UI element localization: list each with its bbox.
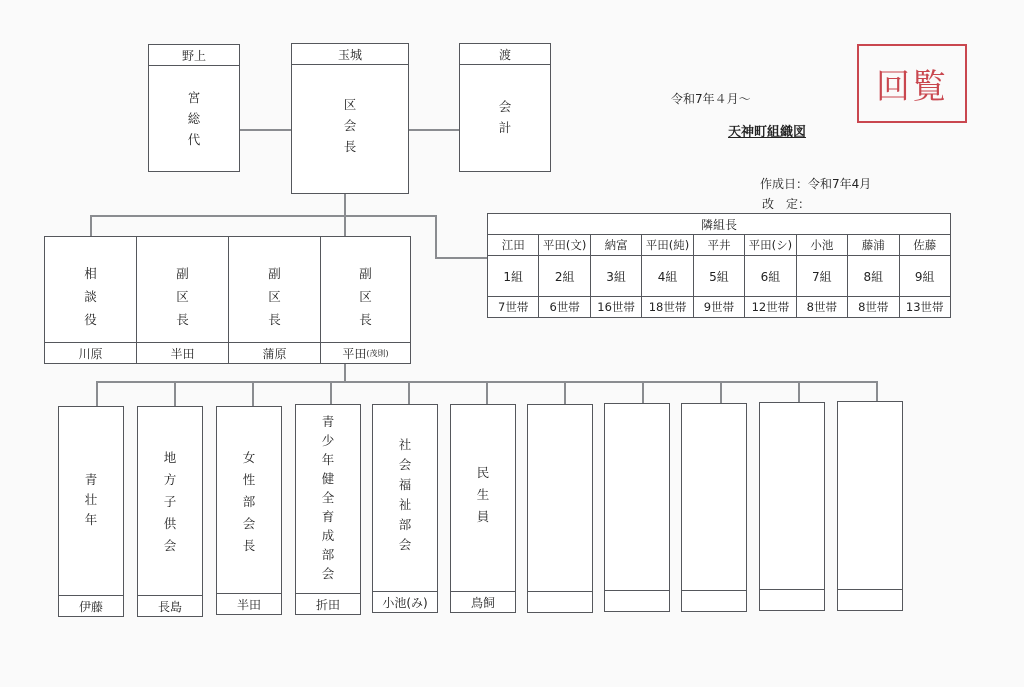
connector-line [240,129,292,131]
connector-line [564,381,566,404]
fukukucho-name-2: 蒲原 [229,342,320,363]
fukukucho-name-3: 平田 [342,346,367,361]
connector-line [330,381,332,404]
kaikei-name: 渡 [460,44,550,65]
fukukucho-role-2: 副 区 長 [268,266,281,327]
seishonen-box [295,404,361,615]
seisonen-role: 青 壮 年 [84,472,98,527]
blank-committee-name [760,589,824,610]
kaikei-box [459,43,551,172]
kumi-households: 13世帯 [899,297,951,318]
seisonen-name: 伊藤 [59,595,123,616]
kumi-households: 8世帯 [848,297,899,318]
miya-sodai-role: 宮 総 代 [187,90,201,147]
kairan-stamp: 回覧 [857,44,967,123]
connector-line [435,215,437,258]
connector-line [344,364,346,382]
blank-committee-box [681,403,747,612]
connector-line [174,381,176,406]
tonarigumi-table [487,213,951,318]
kumi-group: 9組 [899,256,951,297]
kumi-leader: 江田 [488,235,539,256]
joseibukai-name: 半田 [217,593,281,614]
connector-line [720,381,722,403]
kucho-role: 区 会 長 [343,97,357,154]
sodanyaku-role: 相 談 役 [84,266,97,327]
kumi-group: 6組 [745,256,796,297]
joseibukai-box [216,406,282,615]
seishonen-role: 青 少 年 健 全 育 成 部 会 [321,414,335,581]
minseiin-role: 民 生 員 [476,465,490,524]
kodomokai-box [137,406,203,617]
connector-line [876,381,878,402]
created-date: 作成日：令和7年4月 [760,177,872,191]
blank-committee-box [604,403,670,612]
kumi-households: 6世帯 [539,297,590,318]
fukukucho-box-1 [136,236,229,364]
connector-line [435,257,487,259]
minseiin-name: 鳥飼 [451,591,515,612]
shakaifukushi-box [372,404,438,613]
kumi-group: 3組 [590,256,641,297]
connector-line [90,215,92,236]
miya-sodai-name: 野上 [149,45,239,66]
tonarigumi-header: 隣組長 [488,214,951,235]
connector-line [90,215,436,217]
kumi-group: 4組 [642,256,693,297]
kucho-box [291,43,409,194]
kodomokai-role: 地 方 子 供 会 [163,450,177,553]
connector-line [408,129,460,131]
connector-line [642,381,644,403]
joseibukai-role: 女 性 部 会 長 [242,450,256,553]
fukukucho-note-3: (茂則) [366,348,389,358]
blank-committee-name [528,591,592,612]
fukukucho-footer-3 [321,342,410,363]
kumi-households: 8世帯 [796,297,847,318]
kumi-group: 5組 [693,256,744,297]
kumi-leader: 平井 [693,235,744,256]
kumi-leader: 小池 [796,235,847,256]
seishonen-name: 折田 [296,593,360,614]
blank-committee-name [682,590,746,611]
sodanyaku-name: 川原 [45,342,136,363]
chart-title: 天神町組織図 [728,125,807,140]
fukukucho-name-1: 半田 [137,342,228,363]
blank-committee-name [605,590,669,611]
date-line: 令和7年４月～ [671,92,751,106]
sodanyaku-box [44,236,137,364]
kumi-group: 8組 [848,256,899,297]
kumi-leader: 平田(純) [642,235,693,256]
fukukucho-role-1: 副 区 長 [176,266,189,327]
kumi-leader: 平田(文) [539,235,590,256]
kumi-group: 7組 [796,256,847,297]
blank-committee-name [838,589,902,610]
kumi-households: 7世帯 [488,297,539,318]
kucho-name: 玉城 [292,44,408,65]
connector-line [252,381,254,406]
revised-date: 改 定： [762,197,811,211]
kaikei-role: 会 計 [498,99,512,135]
kumi-group: 2組 [539,256,590,297]
connector-line [798,381,800,403]
kodomokai-name: 長島 [138,595,202,616]
kumi-leader: 平田(シ) [745,235,796,256]
connector-line [96,381,98,406]
kumi-households: 16世帯 [590,297,641,318]
fukukucho-box-2 [228,236,321,364]
blank-committee-box [759,402,825,611]
fukukucho-box-3 [320,236,411,364]
blank-committee-box [837,401,903,611]
kumi-leader: 佐藤 [899,235,951,256]
minseiin-box [450,404,516,613]
miya-sodai-box [148,44,240,172]
fukukucho-role-3: 副 区 長 [359,266,372,327]
kumi-households: 12世帯 [745,297,796,318]
kumi-households: 9世帯 [693,297,744,318]
shakaifukushi-name: 小池(み) [373,591,437,612]
kumi-leader: 納富 [590,235,641,256]
shakaifukushi-role: 社 会 福 祉 部 会 [398,437,412,552]
seisonen-box [58,406,124,617]
kumi-leader: 藤浦 [848,235,899,256]
blank-committee-box [527,404,593,613]
kumi-households: 18世帯 [642,297,693,318]
kumi-group: 1組 [488,256,539,297]
connector-line [486,381,488,404]
connector-line [408,381,410,404]
